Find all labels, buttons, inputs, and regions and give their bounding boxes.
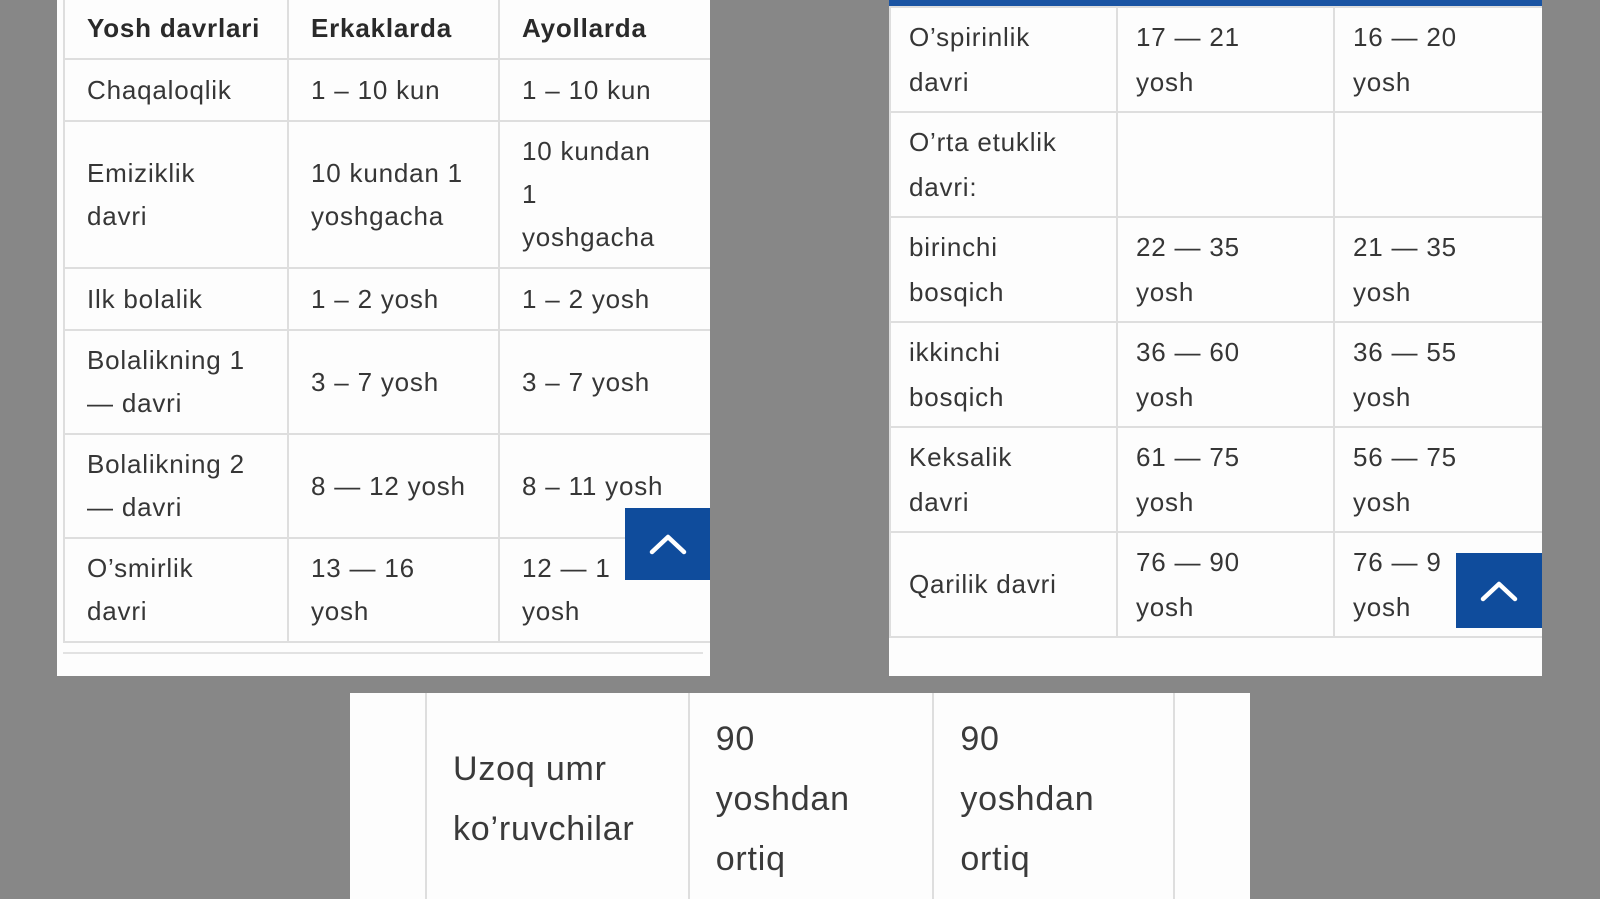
female-cell: 90 yoshdan ortiq: [933, 693, 1174, 899]
male-cell: 36 — 60 yosh: [1117, 322, 1334, 427]
right-table-panel: [889, 0, 1542, 676]
table-row: [890, 217, 1542, 322]
table-row: [64, 121, 710, 268]
period-cell: Keksalik davri: [890, 427, 1117, 532]
left-table-panel: [57, 0, 710, 676]
female-cell: 76 — 9 yosh: [1334, 532, 1542, 637]
male-cell: [1117, 112, 1334, 217]
female-cell: 10 kundan 1 yoshgacha: [499, 121, 710, 268]
female-cell: 36 — 55 yosh: [1334, 322, 1542, 427]
period-cell: Chaqaloqlik: [64, 59, 288, 121]
female-cell: [1334, 112, 1542, 217]
table-row: [890, 322, 1542, 427]
male-cell: 1 – 2 yosh: [288, 268, 499, 330]
period-cell: Qarilik davri: [890, 532, 1117, 637]
female-cell: 1 – 2 yosh: [499, 268, 710, 330]
chevron-up-icon: [1480, 579, 1518, 603]
bottom-table-panel: [350, 693, 1250, 899]
scroll-to-top-button[interactable]: [1456, 553, 1542, 628]
column-header: Erkaklarda: [288, 0, 499, 59]
male-cell: 90 yoshdan ortiq: [689, 693, 934, 899]
table-row: [890, 112, 1542, 217]
female-cell: 1 – 10 kun: [499, 59, 710, 121]
period-cell: O’smirlik davri: [64, 538, 288, 642]
period-cell: Bolalikning 1 — davri: [64, 330, 288, 434]
female-cell: 8 – 11 yosh: [499, 434, 710, 538]
female-cell: 3 – 7 yosh: [499, 330, 710, 434]
male-cell: 1 – 10 kun: [288, 59, 499, 121]
period-cell: O’rta etuklik davri:: [890, 112, 1117, 217]
period-cell: Ilk bolalik: [64, 268, 288, 330]
female-cell: 21 — 35 yosh: [1334, 217, 1542, 322]
divider: [63, 652, 703, 654]
table-row: [890, 427, 1542, 532]
table-row: [890, 532, 1542, 637]
age-periods-table-right: [889, 6, 1542, 638]
chevron-up-icon: [649, 532, 687, 556]
period-cell: ikkinchi bosqich: [890, 322, 1117, 427]
age-periods-table-bottom: [425, 693, 1175, 899]
period-cell: Uzoq umr ko’ruvchilar: [426, 693, 689, 899]
age-periods-table-left: [63, 0, 710, 643]
male-cell: 61 — 75 yosh: [1117, 427, 1334, 532]
male-cell: 17 — 21 yosh: [1117, 7, 1334, 112]
male-cell: 22 — 35 yosh: [1117, 217, 1334, 322]
column-header: Ayollarda: [499, 0, 710, 59]
male-cell: 76 — 90 yosh: [1117, 532, 1334, 637]
scroll-to-top-button[interactable]: [625, 508, 710, 580]
female-cell: 12 — 1 yosh: [499, 538, 710, 642]
female-cell: 56 — 75 yosh: [1334, 427, 1542, 532]
period-cell: Emiziklik davri: [64, 121, 288, 268]
period-cell: O’spirinlik davri: [890, 7, 1117, 112]
table-row: [64, 268, 710, 330]
table-row: [64, 538, 710, 642]
male-cell: 8 — 12 yosh: [288, 434, 499, 538]
male-cell: 10 kundan 1 yoshgacha: [288, 121, 499, 268]
male-cell: 13 — 16 yosh: [288, 538, 499, 642]
table-row: [64, 434, 710, 538]
table-row: [64, 59, 710, 121]
period-cell: Bolalikning 2 — davri: [64, 434, 288, 538]
table-row: [426, 693, 1174, 899]
table-row: [64, 330, 710, 434]
table-row: [890, 7, 1542, 112]
table-header-row: [64, 0, 710, 59]
period-cell: birinchi bosqich: [890, 217, 1117, 322]
column-header: Yosh davrlari: [64, 0, 288, 59]
male-cell: 3 – 7 yosh: [288, 330, 499, 434]
female-cell: 16 — 20 yosh: [1334, 7, 1542, 112]
